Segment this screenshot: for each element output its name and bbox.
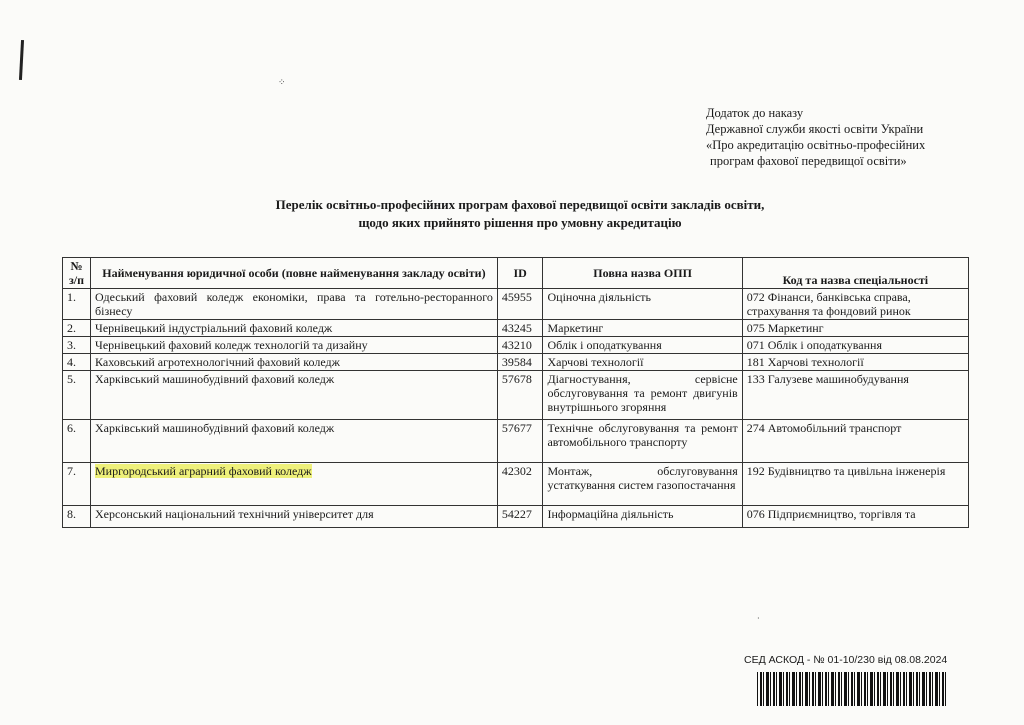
row-specialty: 075 Маркетинг <box>742 320 968 337</box>
row-program: Технічне обслуговування та ремонт автомобільного транспорту <box>543 420 742 463</box>
row-id: 43245 <box>497 320 543 337</box>
row-program: Облік і оподаткування <box>543 337 742 354</box>
row-name: Харківський машинобудівний фаховий коледж <box>91 420 498 463</box>
table-row <box>63 371 969 420</box>
scan-speck: ⁘ <box>278 77 286 87</box>
row-id: 42302 <box>497 463 543 506</box>
title-line-1: Перелік освітньо-професійних програм фахової передвищої освіти закладів освіти, <box>275 197 765 212</box>
document-title <box>200 196 840 232</box>
row-num: 5. <box>63 371 91 420</box>
header-name: Найменування юридичної особи (повне найменування закладу освіти) <box>91 258 498 289</box>
row-id: 57678 <box>497 371 543 420</box>
annex-line-4: програм фахової передвищої освіти» <box>710 154 907 168</box>
table-row <box>63 354 969 371</box>
header-program: Повна назва ОПП <box>543 258 742 289</box>
row-specialty: 133 Галузеве машинобудування <box>742 371 968 420</box>
title-line-2: щодо яких прийнято рішення про умовну акредитацію <box>358 215 682 230</box>
table-header-row <box>63 258 969 289</box>
row-specialty: 072 Фінанси, банківська справа, страхування та фондовий ринок <box>742 289 968 320</box>
programs-table <box>62 257 969 528</box>
annex-line-3: «Про акредитацію освітньо-професійних <box>706 138 926 152</box>
row-num: 3. <box>63 337 91 354</box>
row-specialty: 192 Будівництво та цивільна інженерія <box>742 463 968 506</box>
table-row <box>63 463 969 506</box>
table-row <box>63 320 969 337</box>
row-name: Одеський фаховий коледж економіки, права та готельно-ресторанного бізнесу <box>91 289 498 320</box>
annex-line-2: Державної служби якості освіти України <box>706 122 924 136</box>
row-specialty: 181 Харчові технології <box>742 354 968 371</box>
row-id: 57677 <box>497 420 543 463</box>
row-id: 43210 <box>497 337 543 354</box>
annex-line-1: Додаток до наказу <box>706 106 804 120</box>
header-id: ID <box>497 258 543 289</box>
row-program: Діагностування, сервісне обслуговування та ремонт двигунів внутрішнього згоряння <box>543 371 742 420</box>
row-program: Оціночна діяльність <box>543 289 742 320</box>
row-program: Харчові технології <box>543 354 742 371</box>
row-name-highlighted: Миргородський аграрний фаховий коледж <box>95 464 312 478</box>
row-num: 4. <box>63 354 91 371</box>
row-program: Монтаж, обслуговування устаткування систем газопостачання <box>543 463 742 506</box>
barcode <box>757 672 947 706</box>
row-id: 45955 <box>497 289 543 320</box>
sed-registration: СЕД АСКОД - № 01-10/230 від 08.08.2024 <box>744 654 948 666</box>
row-name-cell <box>91 463 498 506</box>
row-num: 6. <box>63 420 91 463</box>
header-num: № з/п <box>63 258 91 289</box>
row-specialty: 071 Облік і оподаткування <box>742 337 968 354</box>
scan-speck-2: · <box>757 614 760 623</box>
table-row <box>63 506 969 528</box>
table-row <box>63 420 969 463</box>
row-program: Інформаційна діяльність <box>543 506 742 528</box>
row-num: 2. <box>63 320 91 337</box>
margin-pen-mark <box>19 40 24 80</box>
table-row <box>63 289 969 320</box>
row-num: 1. <box>63 289 91 320</box>
row-specialty: 274 Автомобільний транспорт <box>742 420 968 463</box>
row-specialty: 076 Підприємництво, торгівля та <box>742 506 968 528</box>
row-num: 8. <box>63 506 91 528</box>
row-id: 54227 <box>497 506 543 528</box>
table-row <box>63 337 969 354</box>
row-name: Каховський агротехнологічний фаховий коледж <box>91 354 498 371</box>
row-id: 39584 <box>497 354 543 371</box>
row-program: Маркетинг <box>543 320 742 337</box>
annex-note <box>706 105 925 169</box>
row-name: Харківський машинобудівний фаховий коледж <box>91 371 498 420</box>
row-num: 7. <box>63 463 91 506</box>
header-specialty: Код та назва спеціальності <box>742 258 968 289</box>
row-name: Херсонський національний технічний університет для <box>91 506 498 528</box>
row-name: Чернівецький фаховий коледж технологій та дизайну <box>91 337 498 354</box>
row-name: Чернівецький індустріальний фаховий коледж <box>91 320 498 337</box>
